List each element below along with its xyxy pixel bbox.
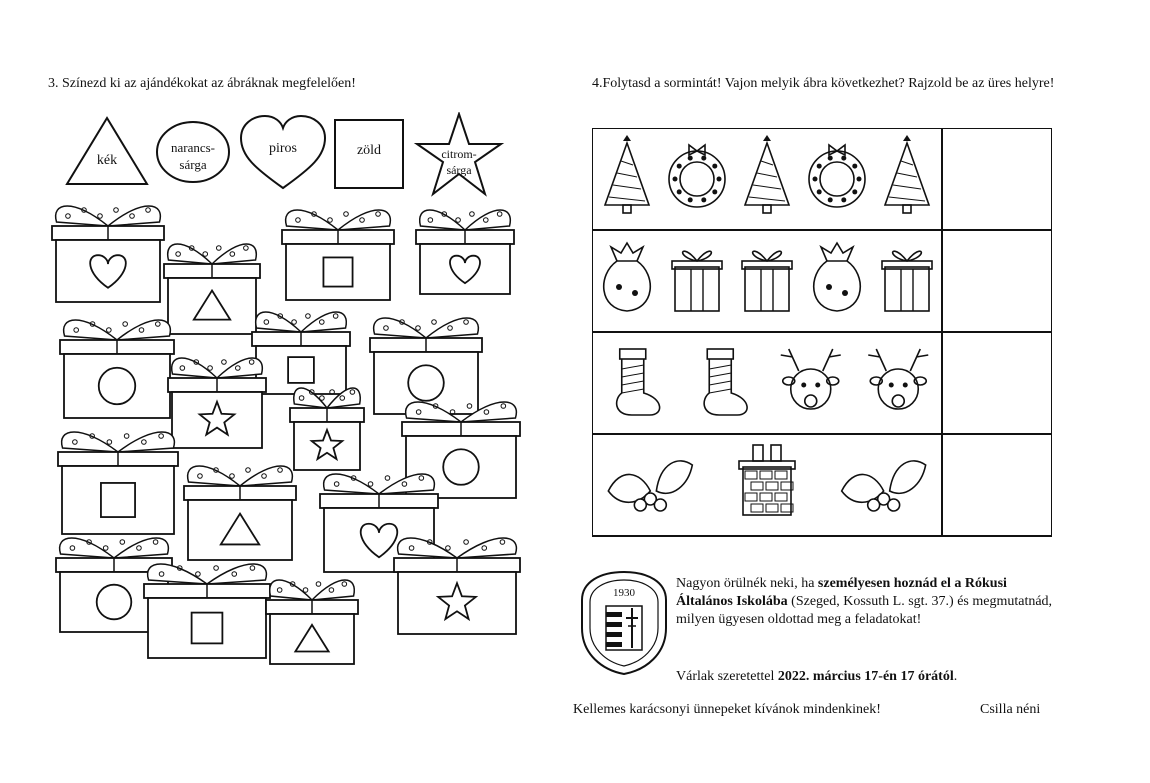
gift-box[interactable] [168,358,266,448]
empty-answer-cell[interactable] [942,332,1052,434]
empty-answer-cell[interactable] [942,230,1052,332]
invitation-date-line [676,668,1056,686]
pattern-grid [592,128,1052,538]
gift-boxes-area [48,190,528,670]
school-crest [578,568,670,678]
gift-box[interactable] [60,320,174,418]
sack-icon [814,243,861,311]
invite-part: Várlak szeretettel [676,669,778,684]
legend-square [335,120,403,188]
empty-answer-cell[interactable] [942,434,1052,536]
wreath-icon [809,145,865,207]
empty-answer-cell[interactable] [942,128,1052,230]
holly-icon [842,461,926,511]
reindeer-icon [868,349,928,409]
wreath-icon [669,145,725,207]
stocking-icon [704,349,747,415]
pattern-row [592,434,942,536]
gift-box[interactable] [416,210,514,294]
invite-part: . [953,669,958,684]
gift-box[interactable] [164,244,260,334]
legend-circle-label-2: sárga [179,157,207,172]
tree-icon [885,135,929,213]
gift-box[interactable] [282,210,394,300]
tree-icon [605,135,649,213]
legend-star-label-2: sárga [446,163,472,177]
crest-year: 1930 [613,587,635,599]
task3-title: 3. Színezd ki az ajándékokat az ábráknak megfelelően! [48,76,356,91]
gift-box[interactable] [394,538,520,634]
gift-box[interactable] [184,466,296,560]
gift-icon [742,251,792,311]
shape-legend [55,112,555,202]
gift-box[interactable] [290,388,364,470]
legend-circle [157,122,229,182]
gift-box[interactable] [266,580,358,664]
holiday-greeting: Kellemes karácsonyi ünnepeket kívánok mindenkinek! [573,702,881,717]
invite-part: (Szeged, Kossuth L. sgt. 37.) és megmutatnád, milyen ügyesen oldottad meg a feladatokat! [676,594,1053,627]
gift-box[interactable] [144,564,270,658]
legend-heart-label: piros [269,141,297,156]
legend-triangle-label: kék [96,153,118,168]
invitation-text [676,575,1056,629]
legend-star [417,114,501,194]
legend-star-label-1: citrom- [441,147,477,161]
invite-school: személyesen hoznád el a Rókusi Általános Iskolába [676,576,1007,609]
tree-icon [745,135,789,213]
holly-icon [608,461,692,511]
task4-title: 4.Folytasd a sormintát! Vajon melyik ábra következhet? Rajzold be az üres helyre! [592,76,1055,91]
legend-circle-label-1: narancs- [170,140,216,155]
legend-heart [241,116,325,188]
legend-square-label: zöld [356,143,382,158]
reindeer-icon [781,349,841,409]
invite-part: Nagyon örülnék neki, ha [676,576,818,591]
gift-icon [882,251,932,311]
invite-date: 2022. március 17-én 17 órától [777,669,954,684]
stocking-icon [617,349,660,415]
gift-icon [672,251,722,311]
gift-box[interactable] [370,318,482,414]
legend-triangle [67,118,147,184]
signature: Csilla néni [980,702,1041,717]
chimney-icon [739,445,795,515]
gift-box[interactable] [52,206,164,302]
sack-icon [604,243,651,311]
gift-box[interactable] [58,432,178,534]
